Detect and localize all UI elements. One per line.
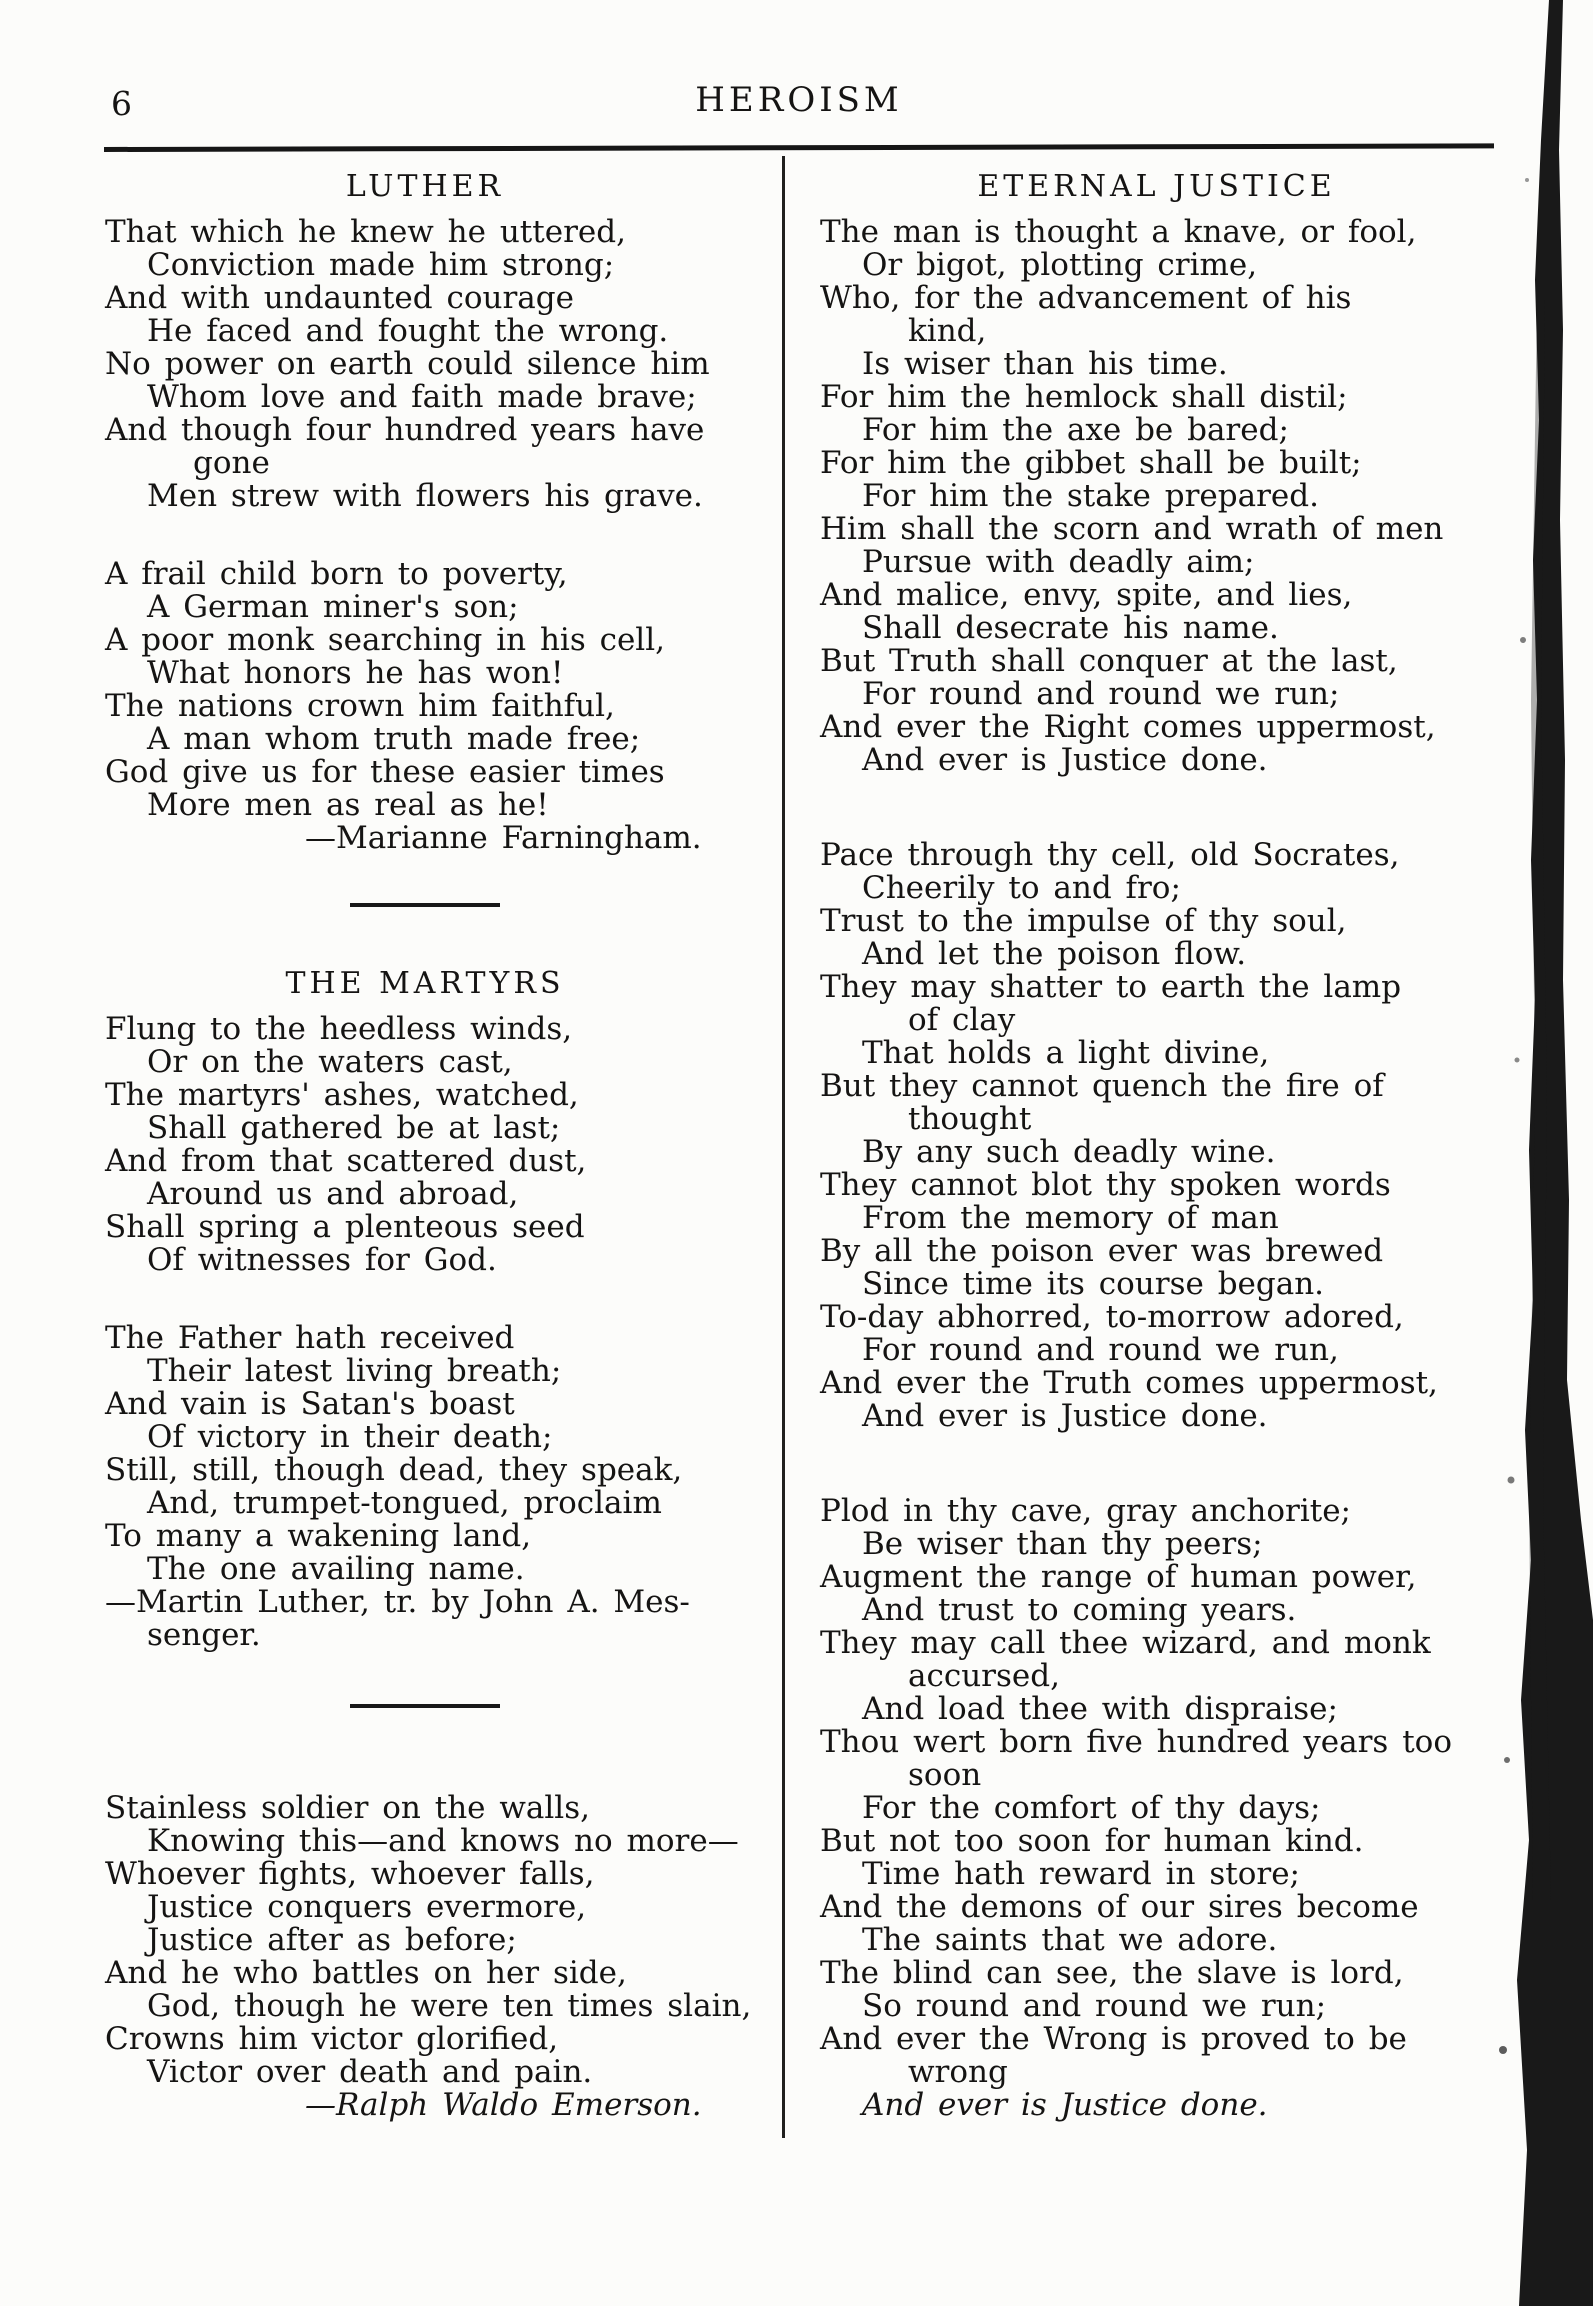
poem-line: gone bbox=[193, 445, 270, 481]
poem-line: To-day abhorred, to-morrow adored, bbox=[820, 1299, 1404, 1335]
poem-line: For round and round we run; bbox=[862, 676, 1340, 712]
poem-line: They may call thee wizard, and monk bbox=[820, 1625, 1431, 1661]
poem-line: God give us for these easier times bbox=[105, 754, 665, 790]
poem-line: A frail child born to poverty, bbox=[105, 556, 568, 592]
poem-emerson-untitled bbox=[105, 1790, 752, 2123]
poem-line: thought bbox=[908, 1101, 1032, 1137]
attribution-line: —Ralph Waldo Emerson. bbox=[305, 2087, 702, 2123]
stanza bbox=[105, 1013, 745, 1277]
poem-line: The Father hath received bbox=[105, 1320, 515, 1356]
running-head bbox=[105, 80, 1493, 123]
poem-line: What honors he has won! bbox=[147, 655, 564, 691]
poem-line: For round and round we run, bbox=[862, 1332, 1339, 1368]
poem-line: That holds a light divine, bbox=[862, 1035, 1270, 1071]
poem-line: For him the gibbet shall be built; bbox=[820, 445, 1362, 481]
poem-line: accursed, bbox=[908, 1658, 1060, 1694]
poem-line: For the comfort of thy days; bbox=[862, 1790, 1321, 1826]
poem-line: Cheerily to and fro; bbox=[862, 870, 1181, 906]
poem-line: Is wiser than his time. bbox=[862, 346, 1228, 382]
poem-line: of clay bbox=[908, 1002, 1016, 1038]
poem-line: And ever is Justice done. bbox=[862, 742, 1268, 778]
poem-line: The one availing name. bbox=[147, 1551, 525, 1587]
poem-line: God, though he were ten times slain, bbox=[147, 1988, 752, 2024]
poem-line: Since time its course began. bbox=[862, 1266, 1325, 1302]
poem-line: Augment the range of human power, bbox=[820, 1559, 1417, 1595]
poem-line: wrong bbox=[908, 2054, 1008, 2090]
poem-title-the-martyrs: THE MARTYRS bbox=[285, 966, 565, 1001]
poem-line: A German miner's son; bbox=[147, 589, 519, 625]
poem-luther bbox=[105, 170, 745, 855]
poem-line: For him the axe be bared; bbox=[862, 412, 1289, 448]
left-column bbox=[105, 169, 752, 2123]
poem-line: For him the hemlock shall distil; bbox=[820, 379, 1348, 415]
poem-line: And malice, envy, spite, and lies, bbox=[820, 577, 1353, 613]
poem-line: And the demons of our sires become bbox=[820, 1889, 1419, 1925]
poem-line: senger. bbox=[147, 1617, 261, 1653]
poem-line: And from that scattered dust, bbox=[105, 1143, 587, 1179]
poem-line: Be wiser than thy peers; bbox=[862, 1526, 1263, 1562]
poem-line: Thou wert born five hundred years too bbox=[820, 1724, 1452, 1760]
poem-line: And let the poison flow. bbox=[862, 936, 1247, 972]
poem-line: But Truth shall conquer at the last, bbox=[820, 643, 1398, 679]
poem-line: Or bigot, plotting crime, bbox=[862, 247, 1258, 283]
stanza bbox=[105, 216, 745, 513]
poem-line: For him the stake prepared. bbox=[862, 478, 1319, 514]
poem-line: Pace through thy cell, old Socrates, bbox=[820, 837, 1400, 873]
poem-line: Time hath reward in store; bbox=[862, 1856, 1300, 1892]
poem-line: Shall gathered be at last; bbox=[147, 1110, 561, 1146]
poem-line: Of witnesses for God. bbox=[147, 1242, 497, 1278]
poem-line: Crowns him victor glorified, bbox=[105, 2021, 559, 2057]
poem-line: Men strew with flowers his grave. bbox=[147, 478, 703, 514]
poem-line: Shall spring a plenteous seed bbox=[105, 1209, 585, 1245]
poem-line: They cannot blot thy spoken words bbox=[820, 1167, 1391, 1203]
poem-line: The blind can see, the slave is lord, bbox=[820, 1955, 1404, 1991]
poem-line: From the memory of man bbox=[862, 1200, 1279, 1236]
poem-line: And he who battles on her side, bbox=[105, 1955, 627, 1991]
poem-line: The man is thought a knave, or fool, bbox=[820, 214, 1417, 250]
poem-title-eternal-justice: ETERNAL JUSTICE bbox=[977, 169, 1336, 204]
poem-line: They may shatter to earth the lamp bbox=[820, 969, 1402, 1005]
poem-line: Whoever fights, whoever falls, bbox=[105, 1856, 595, 1892]
poem-line: —Martin Luther, tr. by John A. Mes- bbox=[105, 1584, 690, 1620]
stanza bbox=[105, 558, 745, 855]
poem-the-martyrs bbox=[105, 967, 745, 1652]
stanza bbox=[105, 1322, 745, 1652]
poem-title-luther: LUTHER bbox=[345, 169, 505, 204]
poem-line: Pursue with deadly aim; bbox=[862, 544, 1255, 580]
poem-line: Victor over death and pain. bbox=[147, 2054, 593, 2090]
poem-line: More men as real as he! bbox=[147, 787, 549, 823]
poem-line: Justice after as before; bbox=[147, 1922, 517, 1958]
stanza bbox=[820, 1495, 1493, 2122]
poem-line: The martyrs' ashes, watched, bbox=[105, 1077, 579, 1113]
stanza bbox=[820, 839, 1493, 1433]
poem-line: Around us and abroad, bbox=[147, 1176, 519, 1212]
stanza bbox=[105, 1790, 752, 2123]
running-title: HEROISM bbox=[695, 80, 903, 120]
poem-line: By all the poison ever was brewed bbox=[820, 1233, 1384, 1269]
poem-line: To many a wakening land, bbox=[105, 1518, 532, 1554]
scan-artifact-band bbox=[1493, 0, 1593, 2306]
poem-line: And ever the Wrong is proved to be bbox=[820, 2021, 1407, 2057]
poem-line: But not too soon for human kind. bbox=[820, 1823, 1364, 1859]
poem-line: The saints that we adore. bbox=[862, 1922, 1278, 1958]
poem-line: And ever is Justice done. bbox=[862, 2087, 1268, 2123]
stanza bbox=[820, 216, 1493, 777]
poem-line: And with undaunted courage bbox=[105, 280, 574, 316]
poem-line: Or on the waters cast, bbox=[147, 1044, 513, 1080]
poem-line: But they cannot quench the fire of bbox=[820, 1068, 1384, 1104]
poem-line: A man whom truth made free; bbox=[147, 721, 641, 757]
poem-line: And vain is Satan's boast bbox=[105, 1386, 515, 1422]
poem-eternal-justice bbox=[820, 170, 1493, 2122]
header-rule bbox=[104, 143, 1494, 152]
poem-line: Flung to the heedless winds, bbox=[105, 1011, 573, 1047]
poem-line: Whom love and faith made brave; bbox=[147, 379, 697, 415]
poem-line: Their latest living breath; bbox=[147, 1353, 562, 1389]
poem-line: Of victory in their death; bbox=[147, 1419, 553, 1455]
section-divider-rule bbox=[350, 1704, 500, 1708]
page-number: 6 bbox=[111, 84, 132, 123]
poem-line: Stainless soldier on the walls, bbox=[105, 1790, 590, 1826]
attribution-line: —Marianne Farningham. bbox=[305, 820, 702, 856]
poem-line: soon bbox=[908, 1757, 982, 1793]
poem-line: And ever the Right comes uppermost, bbox=[820, 709, 1436, 745]
poem-line: Shall desecrate his name. bbox=[862, 610, 1279, 646]
poem-line: By any such deadly wine. bbox=[862, 1134, 1276, 1170]
section-divider-rule bbox=[350, 903, 500, 907]
poem-line: Justice conquers evermore, bbox=[147, 1889, 587, 1925]
poem-line: Conviction made him strong; bbox=[147, 247, 615, 283]
poem-line: And though four hundred years have bbox=[105, 412, 705, 448]
text-columns bbox=[105, 170, 1493, 2122]
poem-line: That which he knew he uttered, bbox=[105, 214, 626, 250]
poem-line: He faced and fought the wrong. bbox=[147, 313, 669, 349]
poem-line: So round and round we run; bbox=[862, 1988, 1327, 2024]
poem-line: And, trumpet-tongued, proclaim bbox=[147, 1485, 662, 1521]
poem-line: And ever is Justice done. bbox=[862, 1398, 1268, 1434]
poem-line: And load thee with dispraise; bbox=[862, 1691, 1338, 1727]
poem-line: kind, bbox=[908, 313, 987, 349]
poem-line: A poor monk searching in his cell, bbox=[105, 622, 665, 658]
poem-line: Him shall the scorn and wrath of men bbox=[820, 511, 1444, 547]
right-column bbox=[820, 170, 1493, 2122]
poem-line: No power on earth could silence him bbox=[105, 346, 710, 382]
poem-line: Plod in thy cave, gray anchorite; bbox=[820, 1493, 1352, 1529]
poem-line: Who, for the advancement of his bbox=[820, 280, 1352, 316]
poem-line: Knowing this—and knows no more— bbox=[147, 1823, 739, 1859]
poem-line: And ever the Truth comes uppermost, bbox=[820, 1365, 1438, 1401]
poem-line: And trust to coming years. bbox=[862, 1592, 1297, 1628]
poem-line: The nations crown him faithful, bbox=[105, 688, 615, 724]
poem-line: Still, still, though dead, they speak, bbox=[105, 1452, 683, 1488]
poem-line: Trust to the impulse of thy soul, bbox=[820, 903, 1347, 939]
